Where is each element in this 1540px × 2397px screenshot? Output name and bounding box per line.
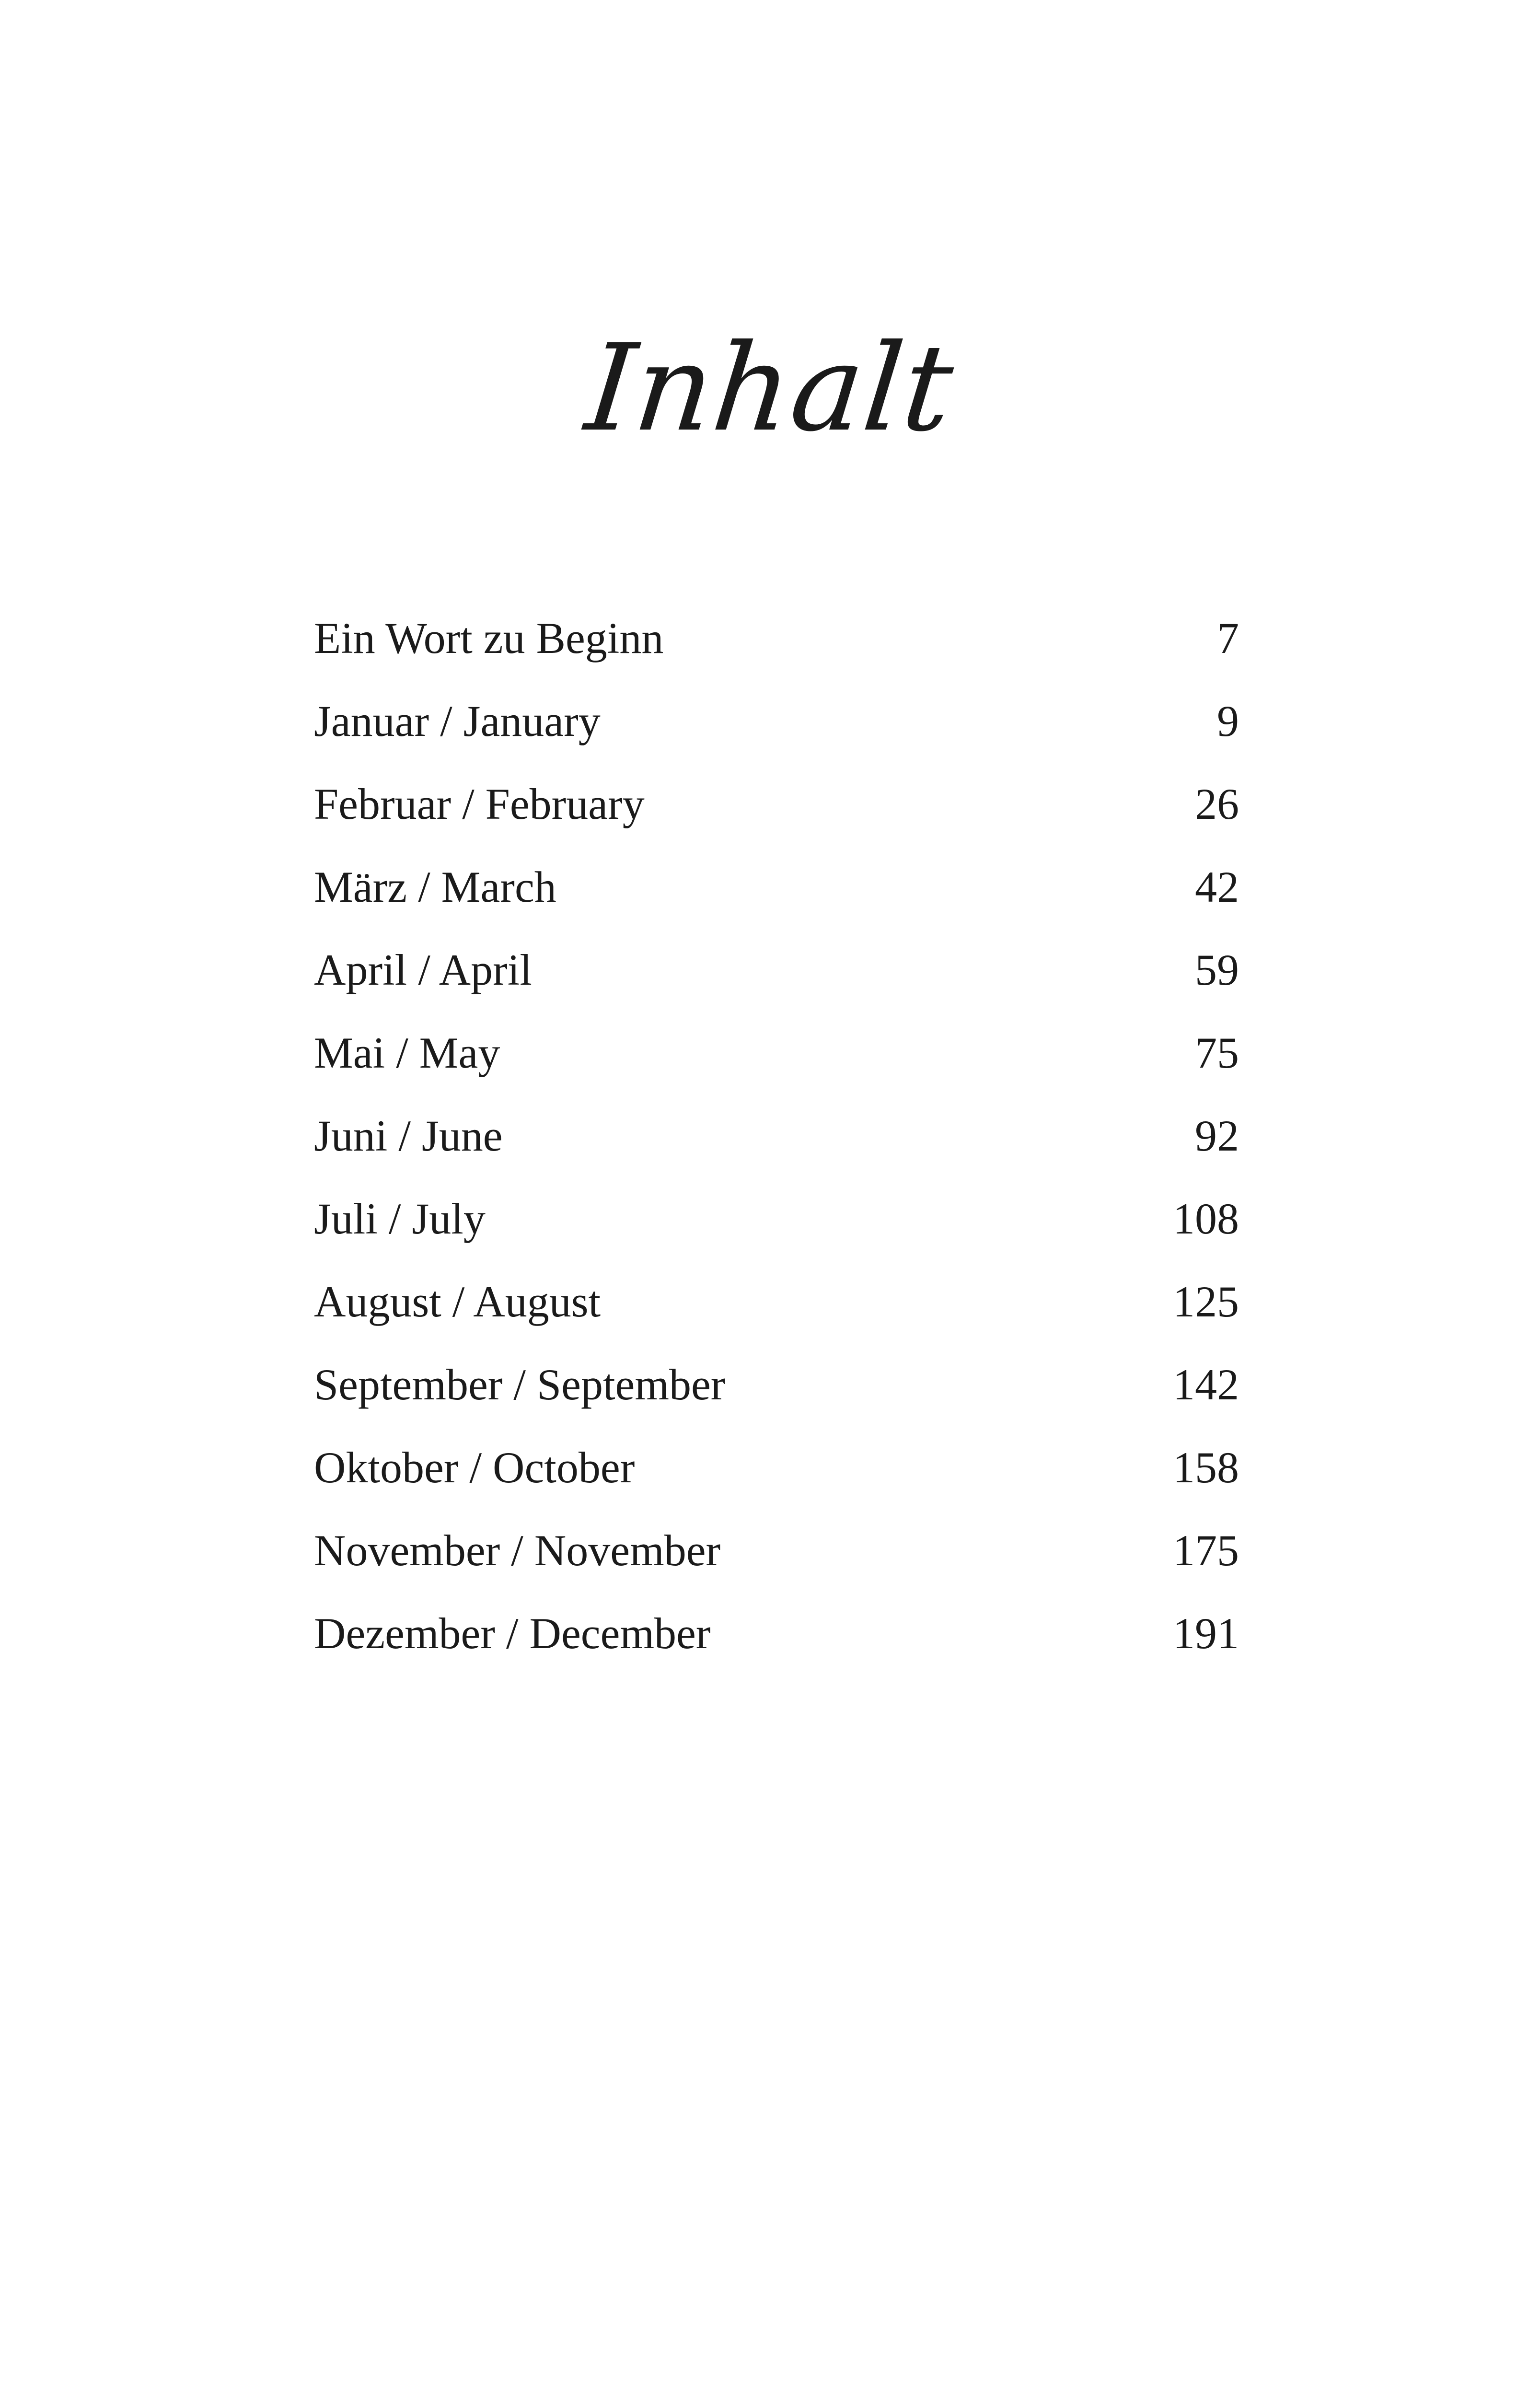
toc-entry — [314, 1094, 1239, 1177]
toc-entry — [314, 597, 1239, 680]
toc-entry-page-number: 125 — [1173, 1277, 1239, 1326]
toc-entry-page-number: 26 — [1195, 780, 1239, 828]
toc-entry — [314, 763, 1239, 846]
toc-entry-page-number: 108 — [1173, 1194, 1239, 1243]
toc-entry-page-number: 7 — [1217, 614, 1239, 663]
toc-entry-label: November / November — [314, 1526, 721, 1575]
toc-entry — [314, 1426, 1239, 1509]
toc-entry-page-number: 42 — [1195, 862, 1239, 911]
toc-entry-label: Januar / January — [314, 697, 601, 745]
page-title: Inhalt — [580, 318, 960, 458]
toc-entry-label: August / August — [314, 1277, 601, 1326]
toc-entry-page-number: 9 — [1217, 697, 1239, 745]
toc-entry-page-number: 158 — [1173, 1443, 1239, 1492]
toc-entry — [314, 929, 1239, 1012]
toc-entry-label: September / September — [314, 1360, 726, 1409]
toc-entry — [314, 1343, 1239, 1426]
toc-entry-label: Dezember / December — [314, 1609, 711, 1658]
toc-entry-label: Mai / May — [314, 1028, 500, 1077]
toc-entry-label: Juli / July — [314, 1194, 486, 1243]
toc-entry — [314, 846, 1239, 929]
toc-entry-label: Juni / June — [314, 1111, 503, 1160]
toc-entry — [314, 1177, 1239, 1260]
toc-entry — [314, 1012, 1239, 1094]
toc-entry-label: April / April — [314, 945, 532, 994]
toc-entry — [314, 1260, 1239, 1343]
toc-entry-page-number: 75 — [1195, 1028, 1239, 1077]
toc-entry-label: Oktober / October — [314, 1443, 635, 1492]
toc-entry-label: Ein Wort zu Beginn — [314, 614, 664, 663]
toc-entry-page-number: 142 — [1173, 1360, 1239, 1409]
toc-entry — [314, 1592, 1239, 1675]
toc-entry-page-number: 92 — [1195, 1111, 1239, 1160]
toc-entry — [314, 1509, 1239, 1592]
toc-entry-page-number: 59 — [1195, 945, 1239, 994]
toc-entry-label: Februar / February — [314, 780, 645, 828]
table-of-contents — [314, 597, 1239, 1675]
toc-entry-page-number: 191 — [1173, 1609, 1239, 1658]
toc-entry-label: März / March — [314, 862, 556, 911]
toc-entry-page-number: 175 — [1173, 1526, 1239, 1575]
toc-entry — [314, 680, 1239, 763]
